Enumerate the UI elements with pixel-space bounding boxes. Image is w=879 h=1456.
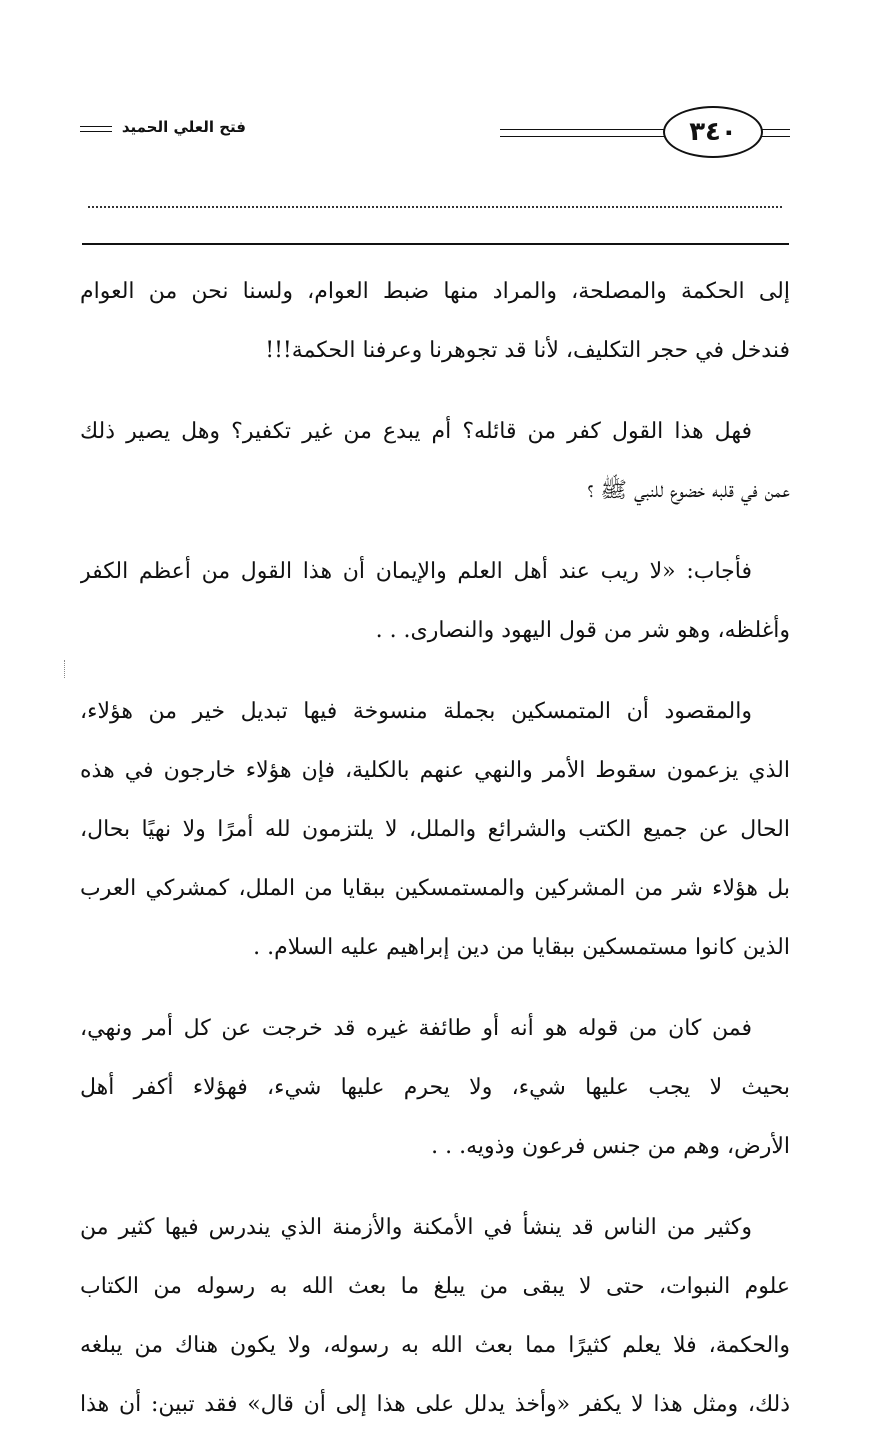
paragraph xyxy=(80,542,790,660)
page-header xyxy=(70,100,790,170)
paragraph xyxy=(80,402,790,520)
paragraph xyxy=(80,999,790,1176)
text-line: فندخل في حجر التكليف، لأنا قد تجوهرنا وعرفنا الحكمة!!! xyxy=(265,338,790,363)
paragraph xyxy=(80,1198,790,1434)
text-line: علوم النبوات، حتى لا يبقى من يبلغ ما بعث الله به رسوله من الكتاب xyxy=(80,1274,790,1299)
text-line: والمقصود أن المتمسكين بجملة منسوخة فيها تبديل خير من هؤلاء، xyxy=(80,699,752,724)
page-number-oval xyxy=(663,106,763,158)
text-line: الحال عن جميع الكتب والشرائع والملل، لا يلتزمون لله أمرًا ولا نهيًا بحال، xyxy=(80,817,790,842)
text-line: ذلك، ومثل هذا لا يكفر «وأخذ يدلل على هذا إلى أن قال» فقد تبين: أن هذا xyxy=(80,1392,790,1417)
margin-mark xyxy=(64,660,65,678)
text-line: بحيث لا يجب عليها شيء، ولا يحرم عليها شيء، فهؤلاء أكفر أهل xyxy=(80,1075,790,1100)
header-double-rule xyxy=(500,129,690,137)
text-line: عمن في قلبه خضوع للنبي ﷺ ؟ xyxy=(587,478,790,503)
body-text xyxy=(80,262,790,1456)
text-line: وكثير من الناس قد ينشأ في الأمكنة والأزمنة الذي يندرس فيها كثير من xyxy=(80,1215,752,1240)
paragraph xyxy=(80,682,790,977)
paragraph xyxy=(80,262,790,380)
text-line: الذي يزعمون سقوط الأمر والنهي عنهم بالكلية، فإن هؤلاء خارجون في هذه xyxy=(80,758,790,783)
text-line: الأرض، وهم من جنس فرعون وذويه. . . xyxy=(431,1134,790,1159)
text-line: وأغلظه، وهو شر من قول اليهود والنصارى. . . xyxy=(375,618,790,643)
text-line: الذين كانوا مستمسكين ببقايا من دين إبراهيم عليه السلام. . xyxy=(253,935,790,960)
page-number: ٣٤٠ xyxy=(689,117,737,147)
text-line: فمن كان من قوله هو أنه أو طائفة غيره قد خرجت عن كل أمر ونهي، xyxy=(80,1016,752,1041)
text-line: فهل هذا القول كفر من قائله؟ أم يبدع من غير تكفير؟ وهل يصير ذلك xyxy=(80,419,752,444)
dotted-separator xyxy=(88,206,782,208)
text-line: بل هؤلاء شر من المشركين والمستمسكين ببقايا من الملل، كمشركي العرب xyxy=(80,876,790,901)
title-ornament-rule xyxy=(80,126,112,132)
book-title: فتح العلي الحميد xyxy=(121,118,246,136)
text-line: إلى الحكمة والمصلحة، والمراد منها ضبط العوام، ولسنا نحن من العوام xyxy=(80,279,790,304)
header-double-rule-end xyxy=(760,129,790,137)
solid-separator xyxy=(82,243,789,245)
text-line: فأجاب: «لا ريب عند أهل العلم والإيمان أن هذا القول من أعظم الكفر xyxy=(80,559,752,584)
text-line: والحكمة، فلا يعلم كثيرًا مما بعث الله به رسوله، ولا يكون هناك من يبلغه xyxy=(80,1333,790,1358)
